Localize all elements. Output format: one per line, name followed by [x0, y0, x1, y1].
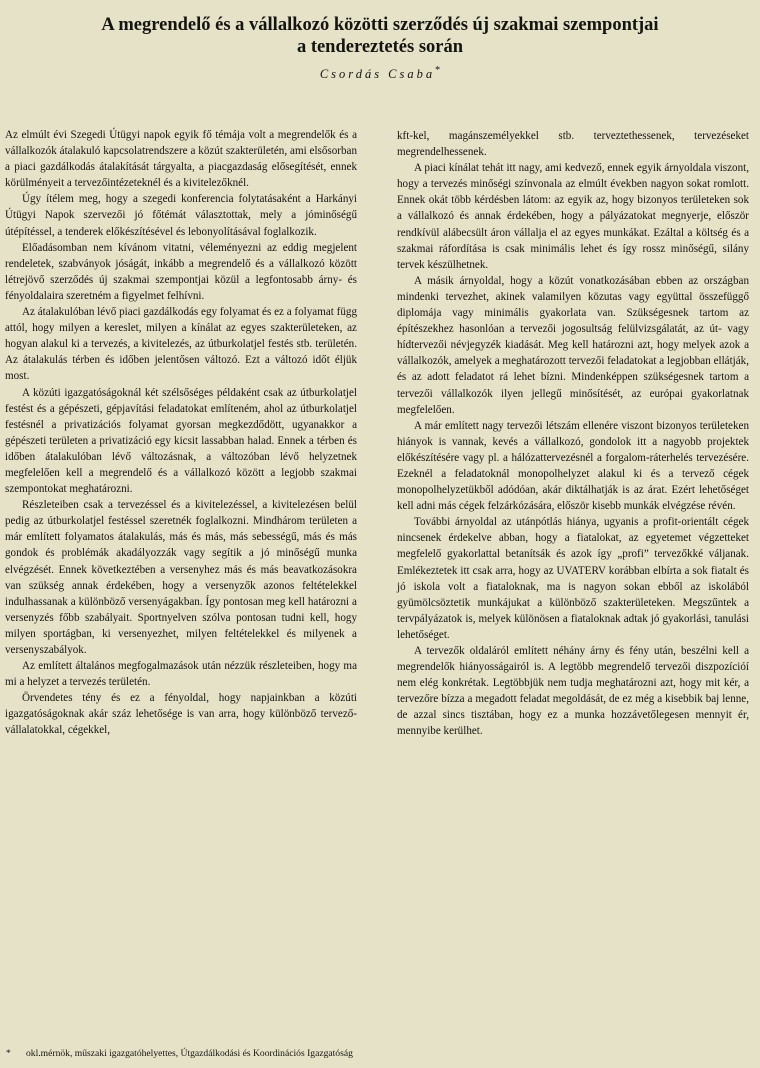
- paragraph: Az elmúlt évi Szegedi Útügyi napok egyik fő témája volt a megrendelők és a vállalkozók átalakuló kapcsolatrendszere a közút szakterületén, ami elsősorban a piaci gazdálkodás átalakítását tárgyalta, a piacgazdaság elősegítését, ennek körülményeit a tervezőintézeteknél és a kivitelezőknél.: [5, 129, 357, 190]
- footnote-mark: *: [6, 1048, 11, 1059]
- left-column: [5, 127, 357, 739]
- paragraph: Úgy ítélem meg, hogy a szegedi konferencia folytatásaként a Harkányi Útügyi Napok szervezői jó főtémát választottak, mely a jóminőségű útépítéssel, a tenderek előkészítésével és lebonyolításával foglalkozik.: [5, 193, 357, 238]
- footnote: [6, 1048, 746, 1060]
- author-footnote-mark: *: [435, 65, 441, 76]
- author-byline: [0, 65, 760, 82]
- paragraph: Örvendetes tény és ez a fényoldal, hogy napjainkban a közúti igazgatóságoknak akár száz lehetősége is van arra, hogy különböző tervező-vállalatokkal, cégekkel,: [5, 692, 357, 737]
- paragraph: kft-kel, magánszemélyekkel stb. terveztethessenek, tervezéseket megrendelhessenek.: [397, 130, 749, 159]
- right-column: [397, 128, 749, 740]
- title-line-2: a tendereztetés során: [296, 37, 464, 57]
- paragraph: A tervezők oldaláról említett néhány árny és fény után, beszélni kell a megrendelők hiányosságairól is. A legtöbb megrendelő tervezői diszpozícióí nem elég konkrétak. Legtöbbjük nem tudja meghatározni azt, hogy mit kér, a tervezőre bízza a megadott feladat megoldását, de ez még a kisebbik baj lenne, de azzal sincs tisztában, hogy ez a munka hozzávetőlegesen mennyit ér, mennyibe kerülhet.: [397, 645, 749, 738]
- paragraph: További árnyoldal az utánpótlás hiánya, ugyanis a profit-orientált cégek nincsenek érdekelve abban, hogy a fiatalokat, az egyetemet végzetteket megfelelő gyakorlattal betanítsák és azok így „profi” tervezőkké váljanak. Emlékeztetek itt csak arra, hogy az UVATERV korábban elbírta a sok fiatalt és jó iskola volt a fiataloknak, ma is nagyon sokan ebből az iskolából gyümölcsöztetik munkájukat a különböző szakterületeken. Megszűntek a tervpályázatok is, melyek különösen a fiataloknak adtak jó gyakorlási, tanulási lehetőséget.: [397, 516, 749, 641]
- title-line-1: A megrendelő és a vállalkozó közötti szerződés új szakmai szempontjai: [101, 15, 659, 35]
- paragraph: A közúti igazgatóságoknál két szélsőséges példaként csak az útburkolatjel festést és a gépészeti, gépjavítási feladatokat említeném, ahol az útburkolatjel festésnél a privatizációs folyamat gyorsan megkezdődött, ugyanakkor a gépészeti területen a privatizáció egy kicsit lassabban halad. Ennek a térben és időben átalakulóban lévő változásnak, a változóban lévő helyzetnek megfelelően kell a megrendelő és a vállalkozó között a legjobb szakmai szempontokat meghatározni.: [5, 386, 357, 496]
- paragraph: A piaci kínálat tehát itt nagy, ami kedvező, ennek egyik árnyoldala viszont, hogy a tervezés minőségi színvonala az elmúlt években nagyon sokat romlott. Ennek okát több kérdésben látom: az egyik az, hogy bizonyos területeken sok a vállalkozó és annak érdekében, hogy a pályázatokat megnyerje, először rendkívül alábecsült áron vállalja el az egyes munkákat. Ezáltal a költség és a szakmai ráfordítása is csak minimális lehet és így rossz minőségű, silány tervek készülhetnek.: [397, 162, 749, 271]
- paragraph: Előadásomban nem kívánom vitatni, véleményezni az eddig megjelent rendeletek, szabványok jóságát, inkább a megrendelő és a vállalkozó között létrejövő szerződés új szakmai szempontjai közül a legfontosabb árny- és fényoldalaira szeretném a figyelmet felhívni.: [5, 241, 357, 302]
- paragraph: Részleteiben csak a tervezéssel és a kivitelezéssel, a kivitelezésen belül pedig az útburkolatjel festéssel szeretnék foglalkozni. Mindhárom területen a már említett folyamatos átalakulás, más és más, más sebességű, más és más gondok és problémák akadályozzák vagy segítik a jó minőségű munka elvégzését. Ennek következtében a versenyhez más és más beavatkozásokra van szükség annak érdekében, hogy a versenyzők azonos feltételekkel indulhassanak a különböző versenyágakban. Így pontosan meg kell határozni a versenyzés főbb szabályait. Sportnyelven szólva pontosan tudni kell, hogy milyen sportágban, ki versenyezhet, milyen feltételekkel és milyenek a versenyszabályok.: [5, 499, 357, 656]
- paragraph: Az említett általános megfogalmazások után nézzük részleteiben, hogy ma mi a helyzet a tervezés területén.: [5, 660, 357, 689]
- footnote-text: okl.mérnök, műszaki igazgatóhelyettes, Útgazdálkodási és Koordinációs Igazgatóság: [26, 1048, 353, 1059]
- paragraph: A már említett nagy tervezői létszám ellenére viszont bizonyos területeken hiányok is vannak, kevés a vállalkozó, gondolok itt a nagyobb projektek előkészítésére vagy pl. a hálózattervezésnél a forgalom-ráterhelés tervezésére. Ezeknél a feladatoknál monopolhelyzet alakul ki és a tervező cégek monopolhelyzetükből adódóan, akár diktálhatják is az árat. Ezért lehetőséget kell adni más cégek felzárkózására, először kisebb munkák elvégzése révén.: [397, 419, 749, 513]
- author-name: Csordás Csaba: [319, 67, 436, 82]
- paragraph: Az átalakulóban lévő piaci gazdálkodás egy folyamat és ez a folyamat függ attól, hogy milyen a kereslet, milyen a kínálat az egyes szakterületeken, az hogyan alakul ki a tervezés, a kivitelezés, az útburkolatjel festés stb. területén. Az átalakulás térben és időben jelentősen változó. Ezt a változó időt éljük most.: [5, 306, 357, 383]
- article-title: [20, 14, 740, 58]
- paragraph: A másik árnyoldal, hogy a közút vonatkozásában ebben az országban mindenki tervezhet, akinek valamilyen közutas vagy együttal összefüggő diplomája vagy minimális gyakorlata van. Szükségesnek tartom az építészekhez hasonlóan a tervezői jogosultság felülvizsgálatát, az út- vagy hídtervezői névjegyzék kiadását. Meg kell határozni azt, hogy melyek azok a vállalkozók, amelyek a meghatározott tervezői feladatokat a legjobban ellátják, és az adott feladatot rá lehet bízni. Mindenképpen szükségesnek tartom a tervezői vállalkozók ilyen jellegű minősítését, az európai gyakorlatnak megfelelően.: [397, 274, 749, 416]
